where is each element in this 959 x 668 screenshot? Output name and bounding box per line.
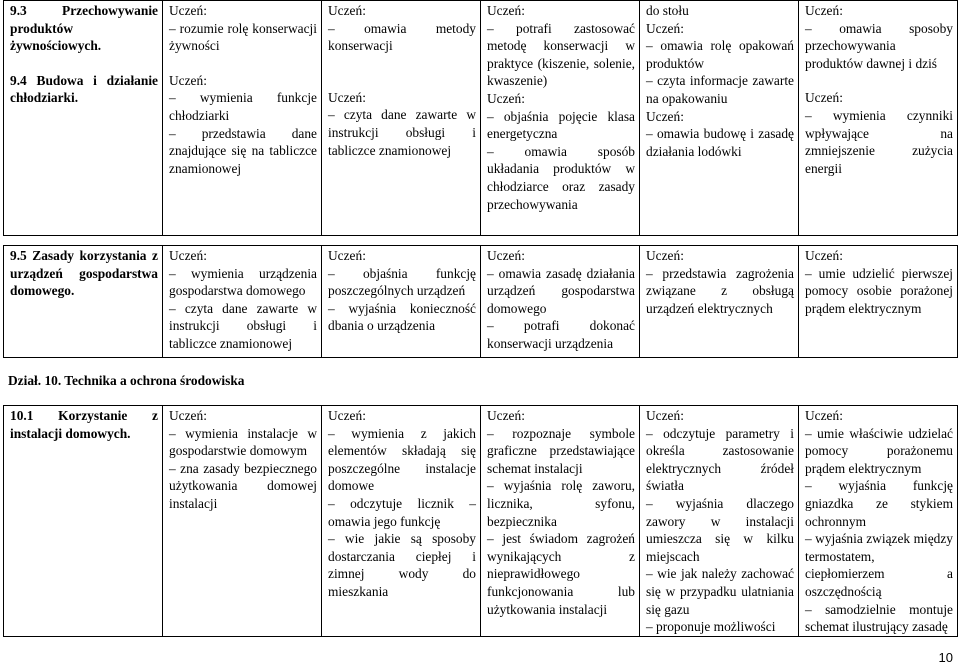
cell-text: Uczeń: [487,3,525,18]
requirement-cell [799,246,958,358]
cell-text: – omawia zasadę działania urządzeń gospodarstwa domowego [487,265,635,316]
requirement-cell [640,1,799,236]
requirement-cell [163,406,322,637]
cell-text: – wymienia urządzenia gospodarstwa domowego [169,265,317,299]
cell-text: Uczeń: [169,248,207,263]
requirement-cell [322,406,481,637]
topic-10-1: 10.1 Korzystanie z instalacji domowych. [10,408,158,441]
cell-text: – przedstawia dane znajdujące się na tabliczce znamionowej [169,125,317,176]
cell-text: Uczeń: [487,90,525,106]
cell-text: – zna zasady bezpiecznego użytkowania domowej instalacji [169,460,317,511]
cell-text: – rozpoznaje symbole graficzne przedstawiające schemat instalacji [487,425,635,476]
cell-text: Uczeń: [646,248,684,263]
cell-text: – wie jakie są sposoby dostarczania ciepłej i zimnej wody do mieszkania [328,531,476,599]
cell-text: – czyta dane zawarte w instrukcji obsługi i tabliczce znamionowej [328,107,476,158]
table-row [4,1,958,236]
cell-text: Uczeń: [328,408,366,423]
cell-text: – objaśnia pojęcie klasa energetyczna [487,108,635,142]
cell-text: Uczeń: [169,3,207,18]
cell-text: Uczeń: [328,89,366,105]
cell-text: Uczeń: [646,108,684,124]
cell-text: – odczytuje parametry i określa zastosowanie elektrycznych źródeł światła [646,425,794,494]
cell-text: Uczeń: [646,20,684,36]
cell-text: – czyta informacje zawarte na opakowaniu [646,73,794,106]
topic-cell [4,406,163,637]
cell-text: – potrafi dokonać konserwacji urządzenia [487,318,635,351]
topic-cell [4,1,163,236]
requirement-cell [322,246,481,358]
cell-text: – wymienia czynniki wpływające na zmniejszenie zużycia energii [805,107,953,176]
cell-text: – jest świadom zagrożeń wynikających z nieprawidłowego funkcjonowania lub użytkowania instalacji [487,531,635,617]
section-heading: Dział. 10. Technika a ochrona środowiska [8,373,245,388]
cell-text: do stołu [646,3,689,18]
cell-text: Uczeń: [328,3,366,18]
cell-text: – omawia rolę opakowań produktów [646,38,794,71]
requirement-cell [640,246,799,358]
requirement-cell [163,246,322,358]
cell-text: – omawia sposoby przechowywania produktów dawnej i dziś [805,20,953,71]
topic-cell [4,246,163,358]
requirement-cell [799,1,958,236]
table-row [4,246,958,358]
cell-text: – wyjaśnia konieczność dbania o urządzenia [328,300,476,334]
cell-text: – samodzielnie montuje schemat ilustrujący zasadę [805,601,953,635]
cell-text: Uczeń: [169,72,207,88]
requirement-cell [481,406,640,637]
table-section-9-3-9-4 [3,0,958,236]
table-row [4,406,958,637]
topic-9-5: 9.5 Zasady korzystania z urządzeń gospodarstwa domowego. [10,248,158,299]
cell-text: – wyjaśnia związek między termostatem, ciepłomierzem a oszczędnością [805,531,953,599]
cell-text: – umie właściwie udzielać pomocy porażonemu prądem elektrycznym [805,425,953,476]
cell-text: – wyjaśnia dlaczego zawory w instalacji umieszcza się w kilku miejscach [646,495,794,564]
requirement-cell [799,406,958,637]
cell-text: Uczeń: [805,408,843,423]
cell-text: – wymienia instalacje w gospodarstwie domowym [169,425,317,459]
cell-text: Uczeń: [805,3,843,18]
cell-text: – rozumie rolę konserwacji żywności [169,20,317,54]
requirement-cell [322,1,481,236]
cell-text: – wymienia funkcje chłodziarki [169,90,317,123]
requirement-cell [640,406,799,637]
cell-text: – wyjaśnia funkcję gniazdka ze stykiem ochronnym [805,478,953,529]
cell-text: Uczeń: [328,248,366,263]
cell-text: – wyjaśnia rolę zaworu, licznika, syfonu, bezpiecznika [487,478,635,529]
cell-text: Uczeń: [805,90,843,106]
cell-text: – przedstawia zagrożenia związane z obsługą urządzeń elektrycznych [646,265,794,316]
cell-text: – wymienia z jakich elementów składają się poszczególne instalacje domowe [328,425,476,494]
cell-text: Uczeń: [805,248,843,263]
table-section-10-1 [3,405,958,637]
page-number: 10 [938,650,953,665]
cell-text: Uczeń: [487,248,525,263]
cell-text: – proponuje możliwości [646,619,776,635]
cell-text: – omawia sposób układania produktów w chłodziarce oraz zasady przechowywania [487,143,635,212]
cell-text: Uczeń: [169,408,207,423]
topic-9-3: 9.3 Przechowywanie produktów żywnościowych. [10,3,158,54]
cell-text: – umie udzielić pierwszej pomocy osobie porażonej prądem elektrycznym [805,265,953,316]
cell-text: – objaśnia funkcję poszczególnych urządzeń [328,265,476,299]
requirement-cell [481,246,640,358]
cell-text: Uczeń: [646,408,684,423]
cell-text: – wie jak należy zachować się w przypadku ulatniania się gazu [646,566,794,617]
requirement-cell [481,1,640,236]
topic-9-4: 9.4 Budowa i działanie chłodziarki. [10,72,158,106]
cell-text: – omawia metody konserwacji [328,20,476,54]
requirement-cell [163,1,322,236]
table-section-9-5 [3,245,958,358]
cell-text: – czyta dane zawarte w instrukcji obsługi i tabliczce znamionowej [169,300,317,351]
cell-text: – omawia budowę i zasadę działania lodówki [646,126,794,159]
cell-text: – odczytuje licznik – omawia jego funkcję [328,495,476,529]
cell-text: – potrafi zastosować metodę konserwacji w praktyce (kiszenie, solenie, kwaszenie) [487,20,635,89]
cell-text: Uczeń: [487,408,525,423]
